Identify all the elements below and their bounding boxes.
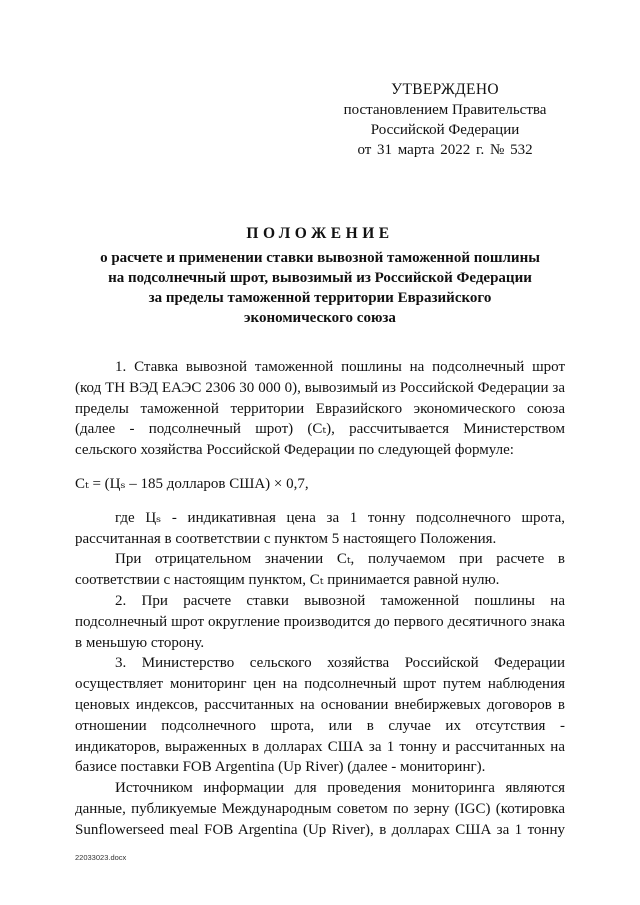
paragraph-source: Источником информации для проведения мониторинга являются данные, публикуемые Международным советом по зерну (IGC) (котировка Sunflowerseed meal FOB Argentina (Up River), в долларах США за 1 тонну <box>75 780 565 838</box>
document-title: ПОЛОЖЕНИЕ <box>246 225 394 242</box>
paragraph-2: 2. При расчете ставки вывозной таможенной пошлины на подсолнечный шрот округление производится до первого десятичного знака в меньшую сторону. <box>75 592 565 651</box>
approval-date-number: от 31 марта 2022 г. № 532 <box>357 142 533 158</box>
approval-title: УТВЕРЖДЕНО <box>391 81 499 98</box>
approval-line: постановлением Правительства <box>343 102 547 118</box>
approval-block <box>320 80 570 160</box>
footer-filename: 22033023.docx <box>75 853 127 862</box>
subtitle-line: за пределы таможенной территории Евразийского <box>148 290 492 306</box>
document-subtitle <box>80 248 560 328</box>
paragraph-negative: При отрицательном значении Сₜ, получаемом при расчете в соответствии с настоящим пунктом, Сₜ принимается равной нулю. <box>75 551 565 589</box>
paragraph-1: 1. Ставка вывозной таможенной пошлины на подсолнечный шрот (код ТН ВЭД ЕАЭС 2306 30 000 0), вывозимый из Российской Федерации за пределы таможенной территории Евразийского экономического союза (далее - подсолнечный шрот) (Сₜ), рассчитывается Министерством сельского хозяйства Российской Федерации по следующей формуле: <box>75 359 565 459</box>
paragraph-where: где Цₛ - индикативная цена за 1 тонну подсолнечного шрота, рассчитанная в соответствии с пунктом 5 настоящего Положения. <box>75 509 565 547</box>
document-body <box>75 357 565 841</box>
subtitle-line: о расчете и применении ставки вывозной таможенной пошлины <box>100 250 540 266</box>
approval-line: Российской Федерации <box>370 122 520 138</box>
subtitle-line: экономического союза <box>244 310 396 326</box>
subtitle-line: на подсолнечный шрот, вывозимый из Российской Федерации <box>108 270 532 286</box>
paragraph-3: 3. Министерство сельского хозяйства Российской Федерации осуществляет мониторинг цен на подсолнечный шрот путем наблюдения ценовых индексов, рассчитанных на основании внебиржевых договоров в отношении подсолнечного шрота, или в случае их отсутствия - индикаторов, выраженных в долларах США за 1 тонну и рассчитанных на базисе поставки FOB Argentina (Up River) (далее - мониторинг). <box>75 655 565 776</box>
formula: Сₜ = (Цₛ – 185 долларов США) × 0,7, <box>75 475 309 492</box>
